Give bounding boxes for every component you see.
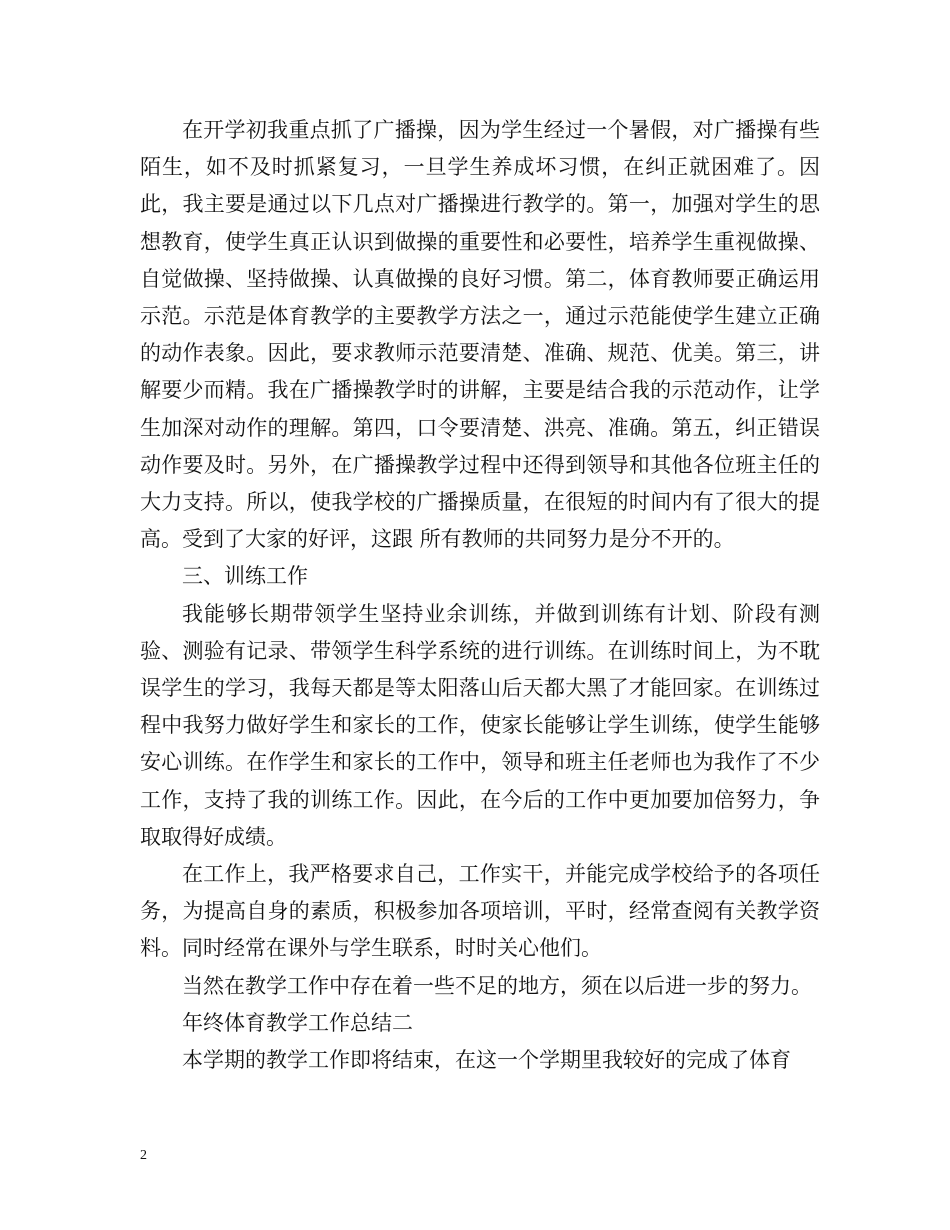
- section-heading-training: 三、训练工作: [182, 564, 308, 589]
- paragraph-work-attitude: 在工作上，我严格要求自己，工作实干，并能完成学校给予的各项任务，为提高自身的素质，积极参加各项培训，平时，经常查阅有关教学资料。同时经常在课外与学生联系，时时关心他们。: [140, 862, 820, 961]
- paragraph-training-work: 我能够长期带领学生坚持业余训练，并做到训练有计划、阶段有测验、测验有记录、带领学生科学系统的进行训练。在训练时间上，为不耽误学生的学习，我每天都是等太阳落山后天都大黑了才能回家。在训练过程中我努力做好学生和家长的工作，使家长能够让学生训练，使学生能够安心训练。在作学生和家长的工作中，领导和班主任老师也为我作了不少工作，支持了我的训练工作。因此，在今后的工作中更加要加倍努力，争取取得好成绩。: [140, 601, 820, 849]
- document-body: [140, 112, 820, 1079]
- paragraph-broadcast-exercise: 在开学初我重点抓了广播操，因为学生经过一个暑假，对广播操有些陌生，如不及时抓紧复习，一旦学生养成坏习惯，在纠正就困难了。因此，我主要是通过以下几点对广播操进行教学的。第一，加强对学生的思想教育，使学生真正认识到做操的重要性和必要性，培养学生重视做操、自觉做操、坚持做操、认真做操的良好习惯。第二，体育教师要正确运用示范。示范是体育教学的主要教学方法之一，通过示范能使学生建立正确的动作表象。因此，要求教师示范要清楚、准确、规范、优美。第三，讲解要少而精。我在广播操教学时的讲解，主要是结合我的示范动作，让学生加深对动作的理解。第四，口令要清楚、洪亮、准确。第五，纠正错误动作要及时。另外，在广播操教学过程中还得到领导和其他各位班主任的大力支持。所以，使我学校的广播操质量，在很短的时间内有了很大的提高。受到了大家的好评，这跟 所有教师的共同努力是分不开的。: [140, 118, 820, 552]
- paragraph-semester-intro: 本学期的教学工作即将结束，在这一个学期里我较好的完成了体育: [182, 1048, 791, 1073]
- paragraph-shortcomings: 当然在教学工作中存在着一些不足的地方，须在以后进一步的努力。: [182, 973, 812, 998]
- page-number: 2: [140, 1148, 147, 1163]
- section-heading-summary-two: 年终体育教学工作总结二: [182, 1010, 413, 1035]
